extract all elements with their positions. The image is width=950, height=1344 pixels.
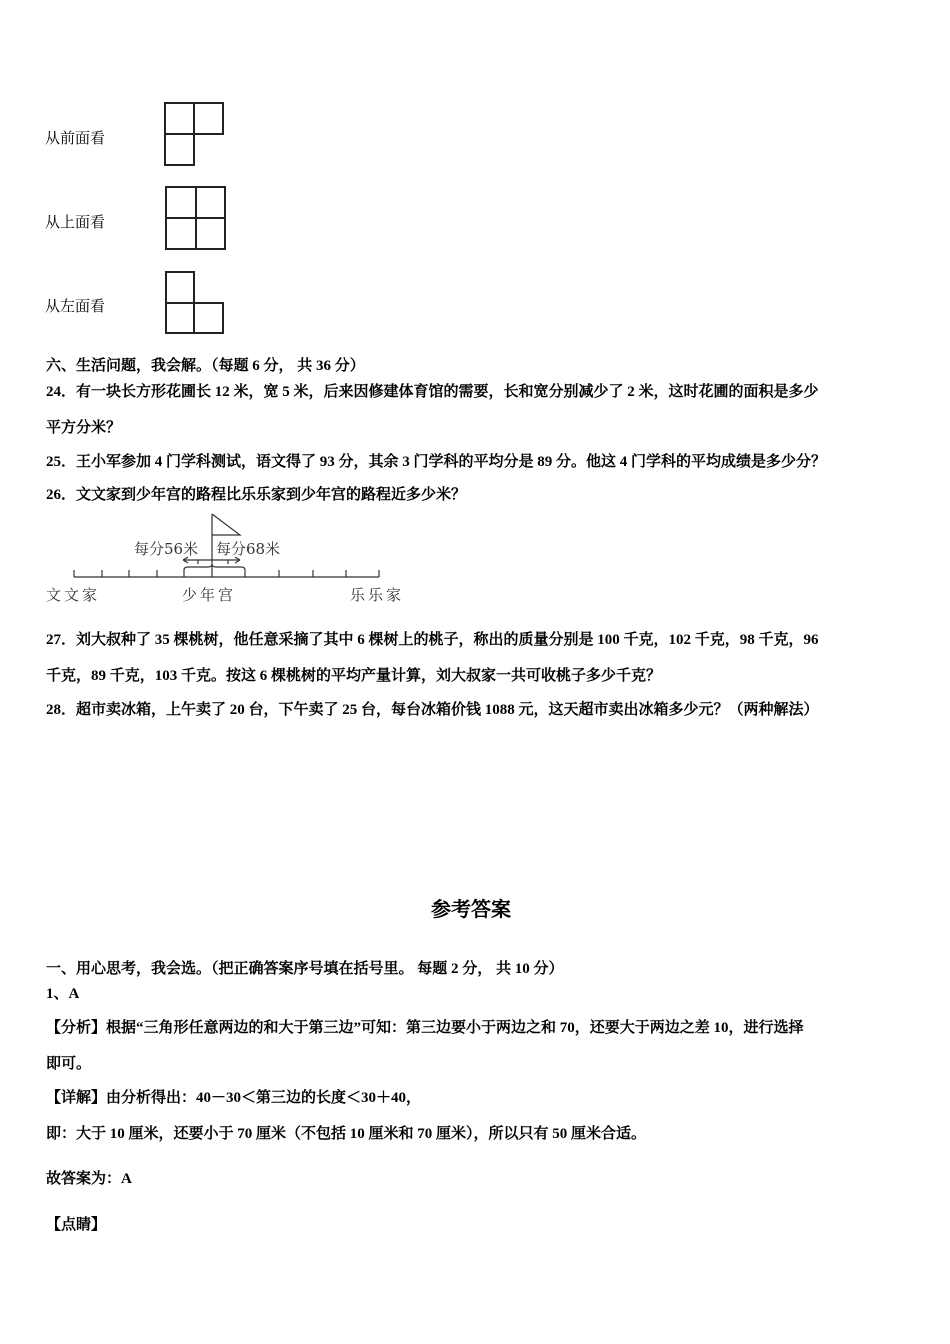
- speed-left: 每分56米: [134, 540, 199, 558]
- left-view-figure: [166, 272, 223, 333]
- comment: 【点睛】: [46, 1217, 107, 1233]
- label-wenwen-home: 文文家: [46, 586, 101, 604]
- answers-section1: 一、用心思考，我会选。（把正确答案序号填在括号里。 每题 2 分， 共 10 分）: [46, 961, 564, 977]
- analysis: 【分析】根据“三角形任意两边的和大于第三边”可知：第三边要小于两边之和 70，还要大于两边之差 10，进行选择: [46, 1020, 804, 1036]
- question-24-cont: 平方分米？: [46, 420, 122, 436]
- question-25: 25．王小军参加 4 门学科测试，语文得了 93 分，其余 3 门学科的平均分是 89 分。他这 4 门学科的平均成绩是多少分？: [46, 454, 827, 470]
- section6-heading: 六、生活问题，我会解。（每题 6 分， 共 36 分）: [46, 358, 365, 374]
- detail: 【详解】由分析得出：40－30＜第三边的长度＜30＋40，: [46, 1090, 422, 1106]
- question-27-cont: 千克，89 千克，103 千克。按这 6 棵桃树的平均产量计算，刘大叔家一共可收桃子多少千克？: [46, 668, 662, 684]
- detail-cont: 即：大于 10 厘米，还要小于 70 厘米（不包括 10 厘米和 70 厘米），所以只有 50 厘米合适。: [46, 1126, 647, 1142]
- question-27: 27．刘大叔种了 35 棵桃树，他任意采摘了其中 6 棵树上的桃子，称出的质量分别是 100 千克，102 千克，98 千克，96: [46, 632, 819, 648]
- question-26: 26．文文家到少年宫的路程比乐乐家到少年宫的路程近多少米？: [46, 487, 467, 503]
- front-view-label: 从前面看: [45, 129, 106, 147]
- speed-right: 每分68米: [216, 540, 281, 558]
- front-view-figure: [165, 103, 223, 165]
- answer-1: 1、A: [46, 986, 80, 1002]
- top-view-figure: [166, 187, 225, 249]
- left-view-label: 从左面看: [45, 297, 106, 315]
- question-24: 24．有一块长方形花圃长 12 米，宽 5 米，后来因修建体育馆的需要，长和宽分别减少了 2 米，这时花圃的面积是多少: [46, 384, 819, 400]
- label-lele-home: 乐乐家: [350, 586, 405, 604]
- label-youth-palace: 少年宫: [182, 586, 237, 604]
- result: 故答案为：A: [46, 1171, 132, 1187]
- answers-title: 参考答案: [431, 899, 511, 921]
- analysis-cont: 即可。: [46, 1056, 92, 1072]
- top-view-label: 从上面看: [45, 213, 106, 231]
- question-28: 28．超市卖冰箱，上午卖了 20 台，下午卖了 25 台，每台冰箱价钱 1088 元，这天超市卖出冰箱多少元？（两种解法）: [46, 702, 819, 718]
